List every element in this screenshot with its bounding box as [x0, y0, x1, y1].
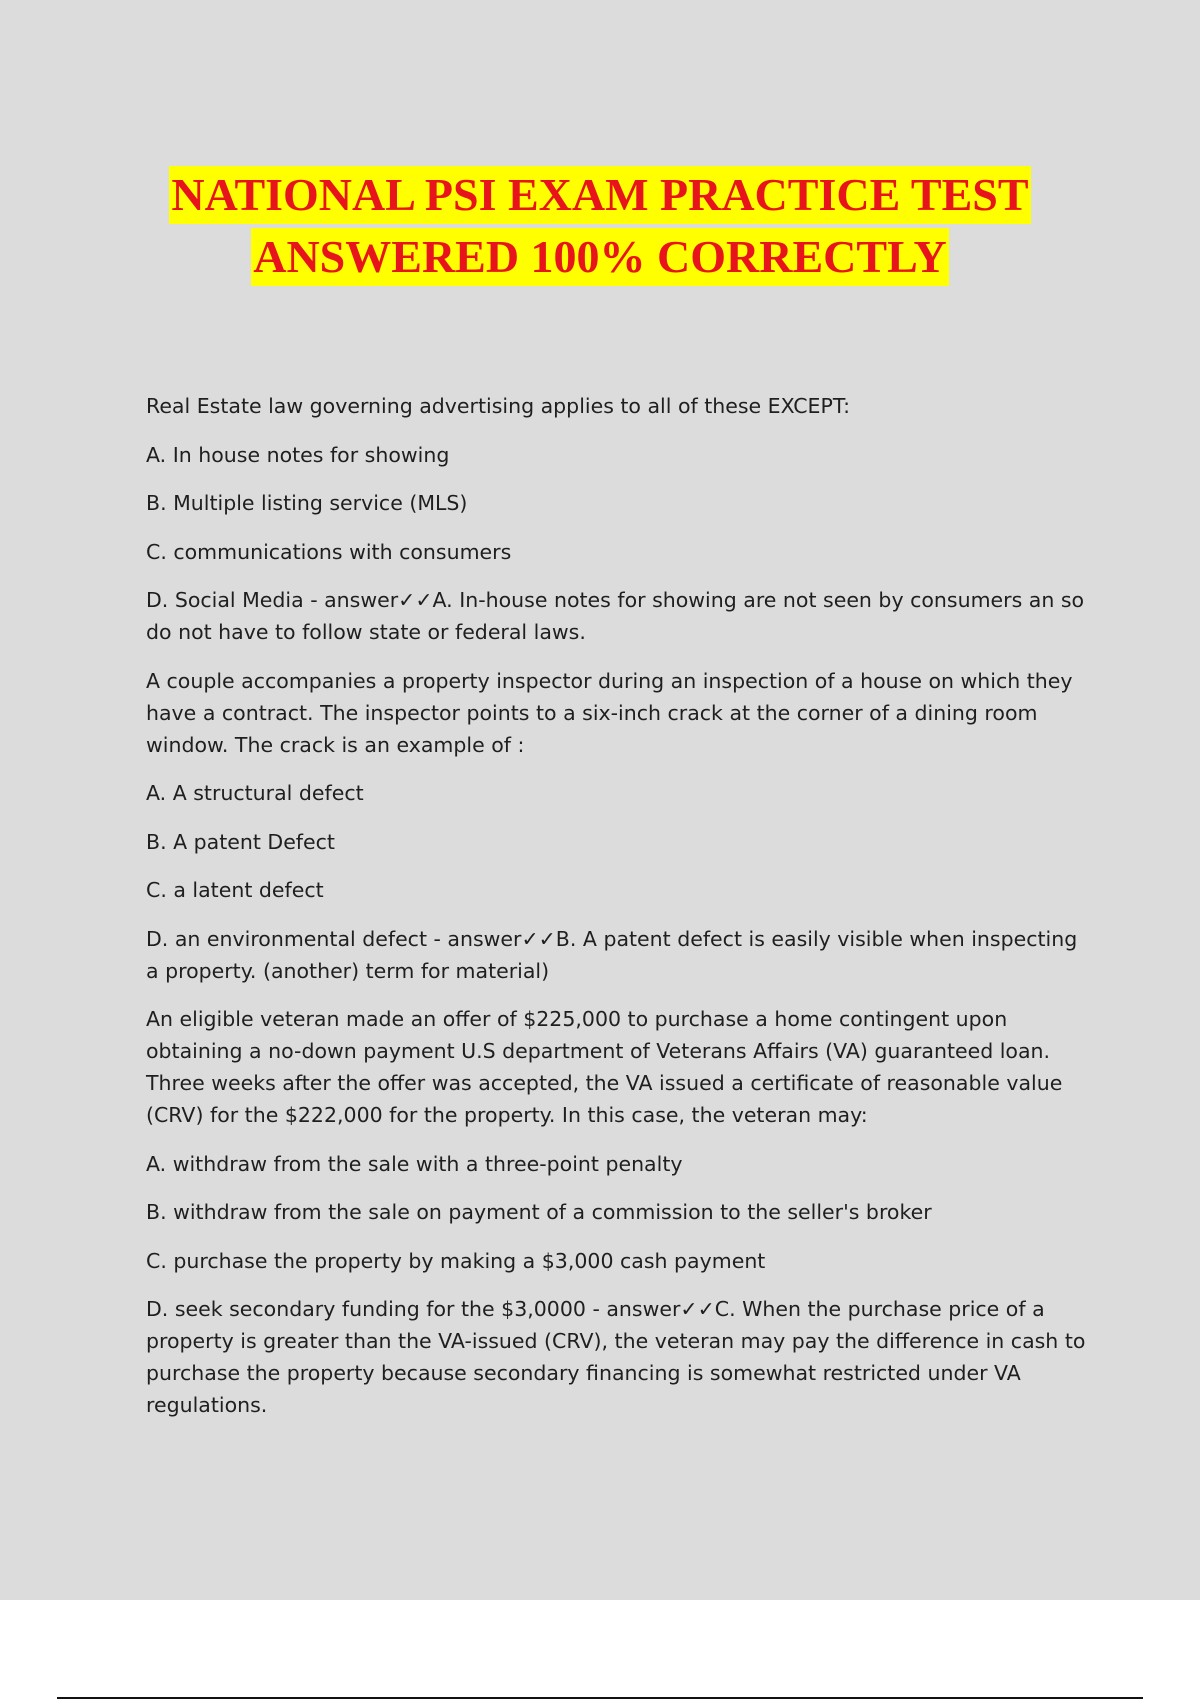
option-c: C. purchase the property by making a $3,000 cash payment [146, 1248, 766, 1273]
option-b: B. Multiple listing service (MLS) [146, 491, 468, 515]
document-body [146, 390, 1086, 1438]
option-a: A. In house notes for showing [146, 442, 450, 467]
question-text: Real Estate law governing advertising applies to all of these EXCEPT: [146, 394, 850, 418]
option-c: C. communications with consumers [146, 539, 512, 564]
option-c: C. a latent defect [146, 878, 324, 902]
page-divider-line [57, 1697, 1143, 1699]
title-line-1: NATIONAL PSI EXAM PRACTICE TEST [169, 166, 1030, 224]
option-b: B. A patent Defect [146, 829, 335, 854]
document-title [0, 166, 1200, 290]
option-d-with-answer: D. Social Media - answer✓✓A. In-house notes for showing are not seen by consumers an so do not have to follow state or federal laws. [146, 588, 1085, 644]
title-line-2: ANSWERED 100% CORRECTLY [251, 228, 949, 286]
option-d-with-answer: D. an environmental defect - answer✓✓B. A patent defect is easily visible when inspecting a property. (another) term for material) [146, 926, 1078, 983]
option-a: A. A structural defect [146, 781, 364, 805]
question-block-1 [146, 390, 1086, 648]
question-text: An eligible veteran made an offer of $225,000 to purchase a home contingent upon obtaining a no-down payment U.S department of Veterans Affairs (VA) guaranteed loan. Three weeks after the offer was accepted, the VA issued a certificate of reasonable value (CRV) for the $222,000 for the property. In this case, the veteran may: [146, 1007, 1063, 1127]
question-block-2 [146, 665, 1086, 987]
question-text: A couple accompanies a property inspector during an inspection of a house on which they have a contract. The inspector points to a six-inch crack at the corner of a dining room window. The crack is an example of : [146, 668, 1073, 757]
option-d-with-answer: D. seek secondary funding for the $3,0000 - answer✓✓C. When the purchase price of a property is greater than the VA-issued (CRV), the veteran may pay the difference in cash to purchase the property because secondary financing is somewhat restricted under VA regulations. [146, 1297, 1086, 1417]
option-b: B. withdraw from the sale on payment of a commission to the seller's broker [146, 1200, 932, 1224]
question-block-3 [146, 1003, 1086, 1421]
option-a: A. withdraw from the sale with a three-point penalty [146, 1151, 683, 1176]
